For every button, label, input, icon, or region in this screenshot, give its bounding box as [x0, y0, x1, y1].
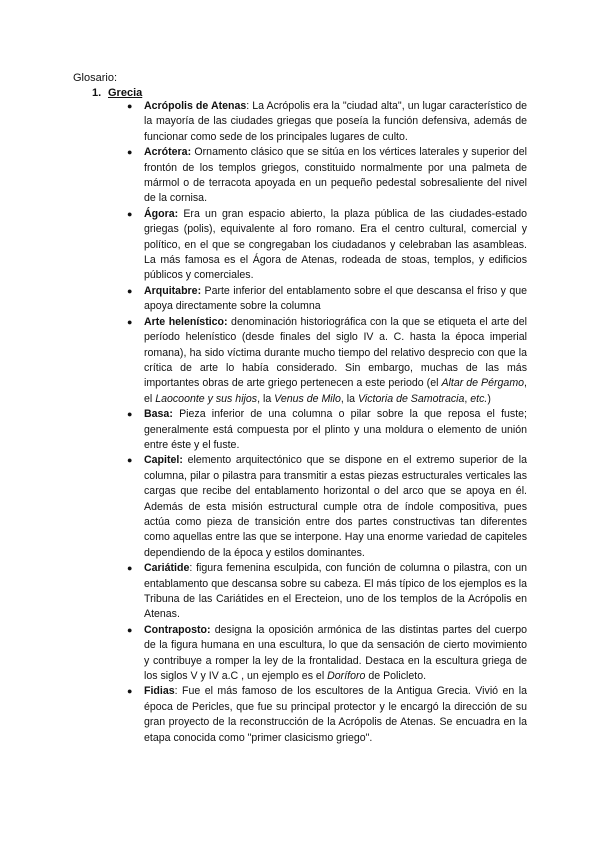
bullet-icon: ●: [127, 101, 133, 111]
bullet-icon: ●: [127, 409, 133, 420]
glossary-list: [127, 99, 527, 746]
glossary-item: [127, 207, 527, 284]
definition-text: denominación historiográfica con la que se etiqueta el arte del período helenístico (desde finales del siglo IV a. C. hasta la época imperial romana), ha sido víctima durante mucho tiempo del relativo desprecio con que la crítica de arte lo había considerado. Sin embargo, muchas de las más importantes obras de arte griego pertenecen a este periodo (el: [144, 315, 527, 390]
glossary-item: [127, 623, 527, 685]
bullet-icon: ●: [127, 624, 133, 635]
definition-text: Pieza inferior de una columna o pilar sobre la que reposa el fuste; generalmente está compuesta por el plinto y una moldura o elemento de unión entre éste y el fuste.: [144, 408, 527, 451]
definition-text: : figura femenina esculpida, con función de columna o pilastra, con un entablamento que descansa sobre su cabeza. El más típico de los ejemplos es la Tribuna de las Cariátides en el Erecteion, uno de los templos de la Acrópolis en Atenas.: [144, 562, 527, 621]
definition-text: Parte inferior del entablamento sobre el que descansa el friso y que apoya directamente sobre la columna: [144, 284, 527, 313]
glossary-item: [127, 284, 527, 315]
glossary-item: [127, 315, 527, 407]
section-title: Grecia: [108, 87, 143, 99]
glossary-term: Capitel:: [144, 454, 183, 467]
definition-text: , el: [144, 377, 527, 405]
definition-text: , la: [340, 392, 358, 405]
bullet-icon: ●: [127, 686, 133, 697]
glossary-term: Ágora:: [144, 207, 179, 220]
definition-text: ): [487, 392, 491, 405]
glossary-item: [127, 145, 527, 207]
definition-text: : La Acrópolis era la "ciudad alta", un lugar característico de la mayoría de las ciudades griegas que poseía la función defensiva, además de funcionar como sede de los principales lugares de culto.: [144, 100, 527, 143]
section-heading: [92, 86, 142, 100]
bullet-icon: ●: [127, 285, 133, 296]
definition-italic-text: Victoria de Samotracia: [358, 392, 465, 405]
bullet-icon: ●: [127, 455, 133, 466]
glossary-item: [127, 407, 527, 453]
definition-text: Ornamento clásico que se sitúa en los vértices laterales y superior del frontón de los templos griegos, constituido normalmente por una palmeta de mármol o de terracota apoyada en un pequeño pedestal sobresaliente del nivel de la cornisa.: [144, 146, 527, 205]
definition-italic-text: Doríforo: [327, 670, 366, 683]
definition-italic-text: Venus de Milo: [274, 392, 341, 405]
definition-text: de Policleto.: [365, 670, 427, 683]
definition-italic-text: Laocoonte y sus hijos: [155, 392, 258, 405]
glossary-term: Arte helenístico:: [144, 315, 228, 328]
bullet-icon: ●: [127, 316, 133, 327]
definition-text: Era un gran espacio abierto, la plaza pública de las ciudades-estado griegas (polis), equivalente al foro romano. Era el centro cultural, comercial y político, en el que se congregaban los ciudadanos y celebraban las asambleas. La más famosa es el Ágora de Atenas, rodeada de stoas, templos, y edificios públicos y comerciales.: [144, 207, 527, 282]
definition-text: elemento arquitectónico que se dispone en el extremo superior de la columna, pilar o pilastra para transmitir a estas piezas estructurales verticales las cargas que recibe del entablamento horizontal o del arco que se apoya en él. Además de esta misión estructural cumple otra de índole compositiva, pues actúa como pieza de transición entre dos partes constructivas tan diferentes como aquellas entre las que se interpone. Hay una enorme variedad de capiteles dependiendo de la época y estilos dominantes.: [144, 454, 527, 559]
glossary-item: [127, 684, 527, 746]
bullet-icon: ●: [127, 147, 133, 158]
section-number: 1.: [92, 87, 102, 99]
definition-text: designa la oposición armónica de las distintas partes del cuerpo de la figura humana en una escultura, lo que da sensación de cierto movimiento y contribuye a romper la ley de la frontalidad. Destaca en la escultura griega de los siglos V y IV a.C , un ejemplo es el: [144, 623, 527, 683]
glossary-term: Basa:: [144, 408, 173, 421]
glossary-term: Cariátide: [144, 562, 190, 575]
definition-text: , la: [257, 392, 275, 405]
definition-text: : Fue el más famoso de los escultores de la Antigua Grecia. Vivió en la época de Pericles, que fue su principal protector y le encargó la dirección de su gran proyecto de la reconstrucción de la Acrópolis de Atenas. Se encuadra en la etapa conocida como "primer clasicismo griego".: [144, 685, 527, 744]
glossary-item: [127, 99, 527, 145]
glossary-term: Arquitabre:: [144, 284, 202, 297]
bullet-icon: ●: [127, 208, 133, 219]
definition-italic-text: Altar de Pérgamo: [441, 377, 525, 390]
glossary-term: Contraposto:: [144, 623, 211, 636]
glossary-label: Glosario:: [73, 72, 118, 84]
glossary-item: [127, 453, 527, 561]
glossary-term: Acrótera:: [144, 146, 192, 159]
glossary-term: Acrópolis de Atenas: [144, 100, 247, 112]
bullet-icon: ●: [127, 563, 133, 574]
definition-italic-text: etc.: [470, 392, 488, 405]
glossary-item: [127, 561, 527, 623]
glossary-term: Fidias: [144, 685, 175, 698]
definition-text: ,: [464, 392, 471, 405]
